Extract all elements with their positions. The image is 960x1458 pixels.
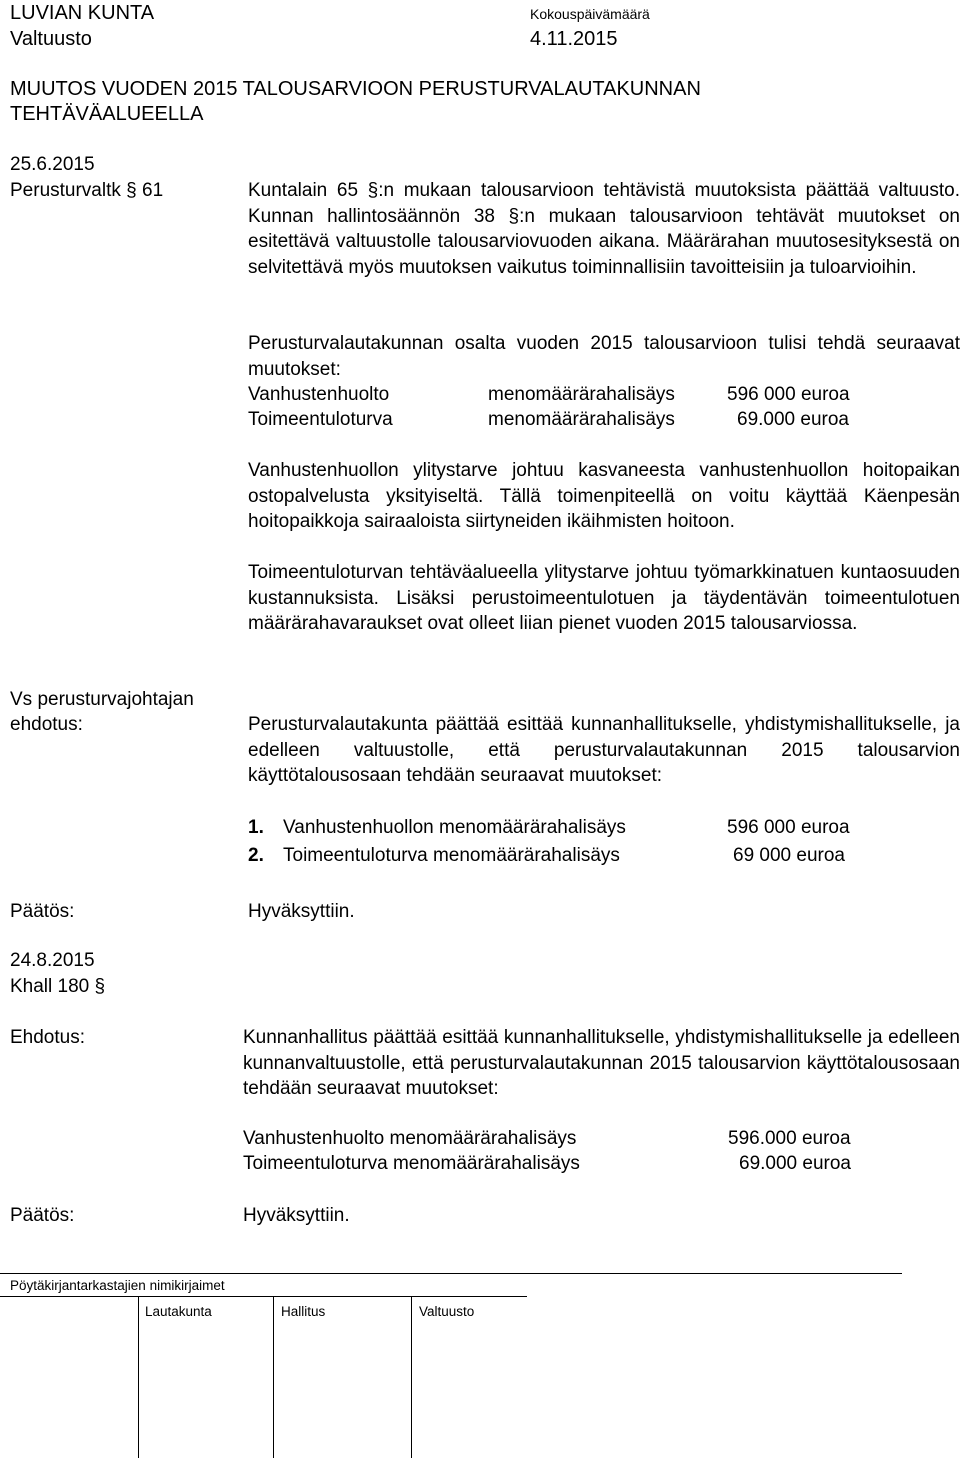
section2-reference: Khall 180 § [10, 976, 106, 997]
decision-text-1: Hyväksyttiin. [248, 901, 355, 922]
document-title-line2: TEHTÄVÄALUEELLA [10, 103, 204, 125]
footer-title: Pöytäkirjantarkastajien nimikirjaimet [10, 1278, 225, 1293]
footer-column-lautakunta: Lautakunta [145, 1304, 212, 1319]
section1-reference: Perusturvaltk § 61 [10, 180, 164, 201]
proposal-item-amount-1: 596 000 euroa [727, 817, 850, 838]
organization-name: LUVIAN KUNTA [10, 2, 155, 24]
proposal-item-number-1: 1. [248, 817, 264, 838]
meeting-date-label: Kokouspäivämäärä [530, 6, 650, 22]
decision-text-2: Hyväksyttiin. [243, 1205, 350, 1226]
footer-column-hallitus: Hallitus [281, 1304, 326, 1319]
reason-paragraph-2: Toimeentuloturvan tehtäväalueella ylitystarve johtuu työmarkkinatuen kuntaosuuden kustannuksista. Lisäksi perustoimeentulotuen ja täydentävän toimeentulotuen määrärahavaraukset ovat olleet liian pienet vuoden 2015 talousarviossa. [248, 562, 960, 634]
intro-paragraph: Kuntalain 65 §:n mukaan talousarvioon tehtävistä muutoksista päättää valtuusto. Kunnan hallintosäännön 38 §:n mukaan talousarvioon tehtävät muutokset on esitettävä valtuustolle talousarviovuoden aikana. Määrärahan muutosesityksestä on selvitettävä myös muutoksen vaikutus toiminnallisiin tavoitteisiin ja tuloarvioihin. [248, 180, 960, 278]
change-amount-1: 596 000 euroa [727, 384, 850, 405]
section2-date: 24.8.2015 [10, 950, 95, 971]
change-name-1: Vanhustenhuolto [248, 384, 390, 405]
footer-mid-rule [0, 1296, 527, 1297]
footer-divider-3 [411, 1296, 412, 1458]
section2-item-amount-1: 596.000 euroa [728, 1128, 851, 1149]
change-name-2: Toimeentuloturva [248, 409, 393, 430]
proposal-label-line2: ehdotus: [10, 714, 83, 735]
proposal-paragraph: Perusturvalautakunta päättää esittää kunnanhallitukselle, yhdistymishallitukselle, ja edelleen valtuustolle, että perusturvalautakunnan 2015 talousarvion käyttötalousosaan tehdään seuraavat muutokset: [248, 714, 960, 786]
proposal-label-line1: Vs perusturvajohtajan [10, 689, 194, 710]
body-name: Valtuusto [10, 28, 92, 50]
footer-divider-1 [138, 1296, 139, 1458]
proposal-item-text-2: Toimeentuloturva menomäärärahalisäys [283, 845, 620, 866]
change-type-2: menomäärärahalisäys [488, 409, 675, 430]
section2-item-text-1: Vanhustenhuolto menomäärärahalisäys [243, 1128, 577, 1149]
decision-label-2: Päätös: [10, 1205, 75, 1226]
decision-label-1: Päätös: [10, 901, 75, 922]
proposal-item-amount-2: 69 000 euroa [733, 845, 845, 866]
footer-divider-2 [273, 1296, 274, 1458]
section2-proposal-paragraph: Kunnanhallitus päättää esittää kunnanhallitukselle, yhdistymishallitukselle ja edelleen kunnanvaltuustolle, että perusturvalautakunnan 2015 talousarvion käyttötalousosaan tehdään seuraavat muutokset: [243, 1027, 960, 1099]
section2-proposal-label: Ehdotus: [10, 1027, 85, 1048]
meeting-date: 4.11.2015 [530, 28, 618, 50]
document-title-line1: MUUTOS VUODEN 2015 TALOUSARVIOON PERUSTURVALAUTAKUNNAN [10, 78, 701, 100]
section2-item-text-2: Toimeentuloturva menomäärärahalisäys [243, 1153, 580, 1174]
footer-column-valtuusto: Valtuusto [419, 1304, 475, 1319]
proposal-item-text-1: Vanhustenhuollon menomäärärahalisäys [283, 817, 626, 838]
footer-top-rule [0, 1273, 902, 1274]
change-type-1: menomäärärahalisäys [488, 384, 675, 405]
change-amount-2: 69.000 euroa [737, 409, 849, 430]
reason-paragraph-1: Vanhustenhuollon ylitystarve johtuu kasvaneesta vanhustenhuollon hoitopaikan ostopalvelusta yksityiseltä. Tällä toimenpiteellä on voitu käyttää Käenpesän hoitopaikkoja sairaaloista siirtyneiden ikäihmisten hoitoon. [248, 460, 960, 532]
changes-intro-paragraph: Perusturvalautakunnan osalta vuoden 2015 talousarvioon tulisi tehdä seuraavat muutokset: [248, 333, 960, 380]
section1-date: 25.6.2015 [10, 154, 95, 175]
section2-item-amount-2: 69.000 euroa [739, 1153, 851, 1174]
proposal-item-number-2: 2. [248, 845, 264, 866]
